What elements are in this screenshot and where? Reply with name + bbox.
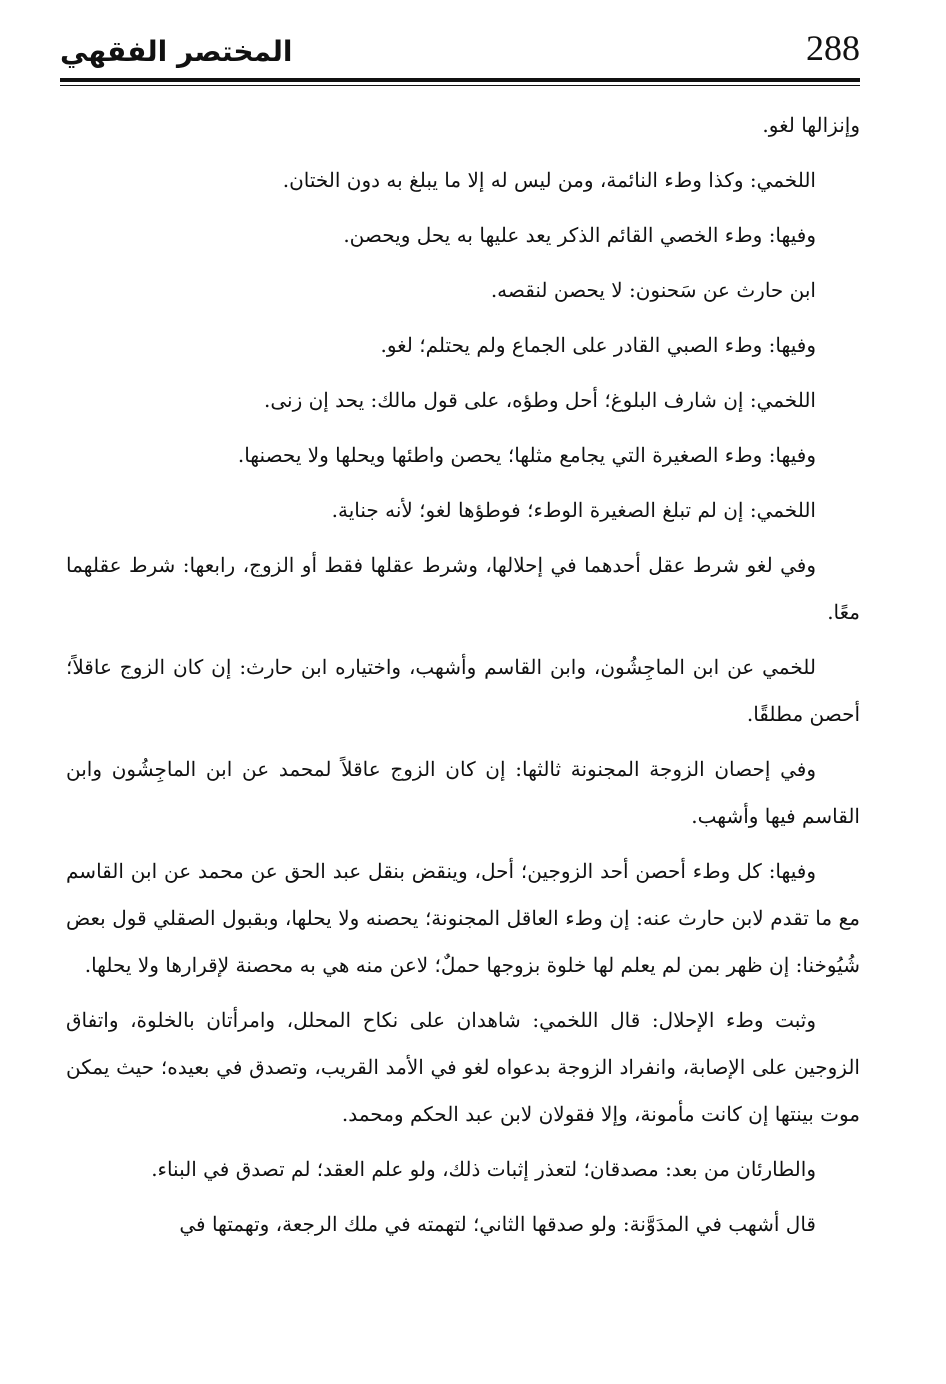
paragraph: وثبت وطء الإحلال: قال اللخمي: شاهدان على نكاح المحلل، وامرأتان بالخلوة، واتفاق الزوجين على الإصابة، وانفراد الزوجة بدعواه لغو في الأمد القريب، وتصدق في بعيده؛ حيث يمكن موت بينتها إن كانت مأمونة، وإلا فقولان لابن عبد الحكم ومحمد.: [66, 1008, 860, 1126]
body-text: [66, 102, 860, 1256]
paragraph: للخمي عن ابن الماجِشُون، وابن القاسم وأشهب، واختياره ابن حارث: إن كان الزوج عاقلاً؛ أحصن مطلقًا.: [66, 655, 860, 726]
paragraph: ابن حارث عن سَحنون: لا يحصن لنقصه.: [490, 278, 816, 302]
header-rule-thick: [60, 78, 860, 82]
paragraph: وفي إحصان الزوجة المجنونة ثالثها: إن كان الزوج عاقلاً لمحمد عن ابن الماجِشُون وابن القاسم فيها وأشهب.: [66, 757, 860, 828]
running-title: المختصر الفقهي: [60, 35, 293, 68]
paragraph: وفيها: وطء الخصي القائم الذكر يعد عليها به يحل ويحصن.: [343, 223, 816, 247]
paragraph: قال أشهب في المدَوَّنة: ولو صدقها الثاني؛ لتهمته في ملك الرجعة، وتهمتها في: [179, 1212, 816, 1236]
paragraph: وفيها: وطء الصغيرة التي يجامع مثلها؛ يحصن واطئها ويحلها ولا يحصنها.: [237, 443, 816, 467]
paragraph: اللخمي: إن شارف البلوغ؛ أحل وطؤه، على قول مالك: يحد إن زنى.: [263, 388, 816, 412]
page-number: 288: [806, 28, 860, 68]
paragraph: اللخمي: وكذا وطء النائمة، ومن ليس له إلا ما يبلغ به دون الختان.: [282, 168, 816, 192]
paragraph: وفيها: وطء الصبي القادر على الجماع ولم يحتلم؛ لغو.: [380, 333, 816, 357]
paragraph: اللخمي: إن لم تبلغ الصغيرة الوطء؛ فوطؤها لغو؛ لأنه جناية.: [331, 498, 816, 522]
paragraph: والطارئان من بعد: مصدقان؛ لتعذر إثبات ذلك، ولو علم العقد؛ لم تصدق في البناء.: [151, 1157, 816, 1181]
paragraph: وإنزالها لغو.: [762, 113, 860, 137]
paragraph: وفيها: كل وطء أحصن أحد الزوجين؛ أحل، وينقض بنقل عبد الحق عن محمد عن ابن القاسم مع ما تقدم لابن حارث عنه: إن وطء العاقل المجنونة؛ يحصنه ولا يحلها، وبقبول الصقلي قول بعض شُيُوخنا: إن ظهر بمن لم يعلم لها خلوة بزوجها حملٌ؛ لاعن منه هي به محصنة لإقرارها ولا يحلها.: [66, 859, 860, 977]
paragraph: وفي لغو شرط عقل أحدهما في إحلالها، وشرط عقلها فقط أو الزوج، رابعها: شرط عقلهما معًا.: [66, 553, 860, 624]
header-rule-thin: [60, 85, 860, 86]
